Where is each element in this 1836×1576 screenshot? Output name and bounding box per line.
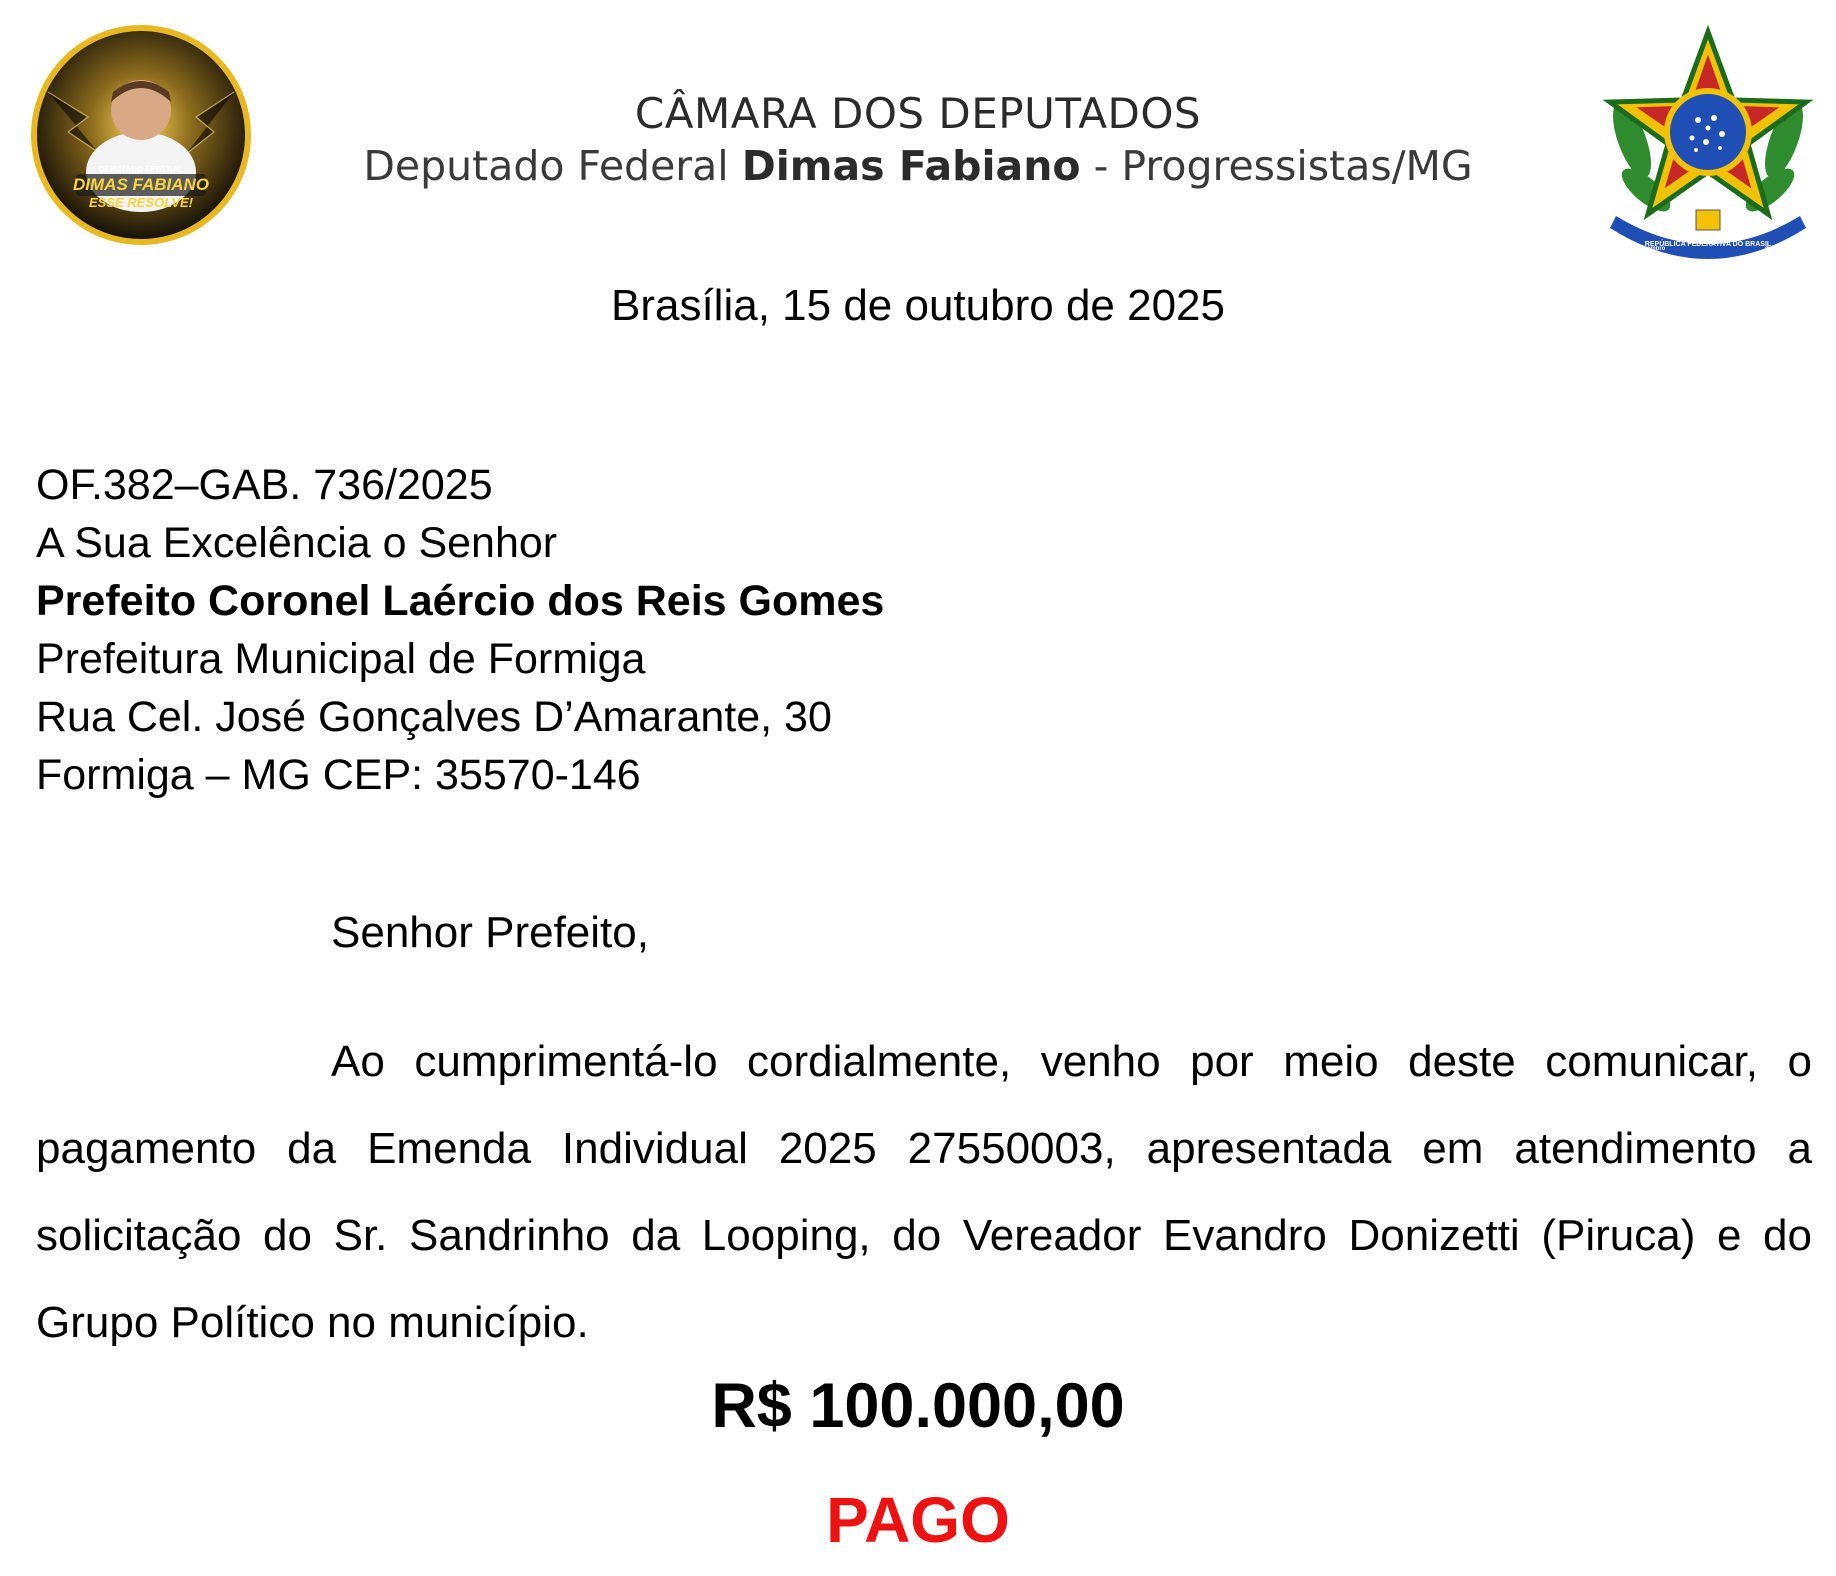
payment-status: PAGO (826, 1484, 1010, 1556)
logo-badge-top: DEPUTADO FEDERAL (98, 165, 184, 174)
recipient-organization: Prefeitura Municipal de Formiga (36, 635, 646, 683)
salutation: Senhor Prefeito, (331, 908, 649, 957)
letter-date: Brasília, 15 de outubro de 2025 (610, 281, 1225, 330)
recipient-treatment: A Sua Excelência o Senhor (36, 519, 558, 567)
deputy-line (0, 138, 1836, 194)
logo-badge-slogan: ESSE RESOLVE! (88, 195, 194, 210)
office-reference: OF.382–GAB. 736/2025 (36, 461, 493, 509)
seal-date-left: 15 de Novembro (1618, 246, 1666, 252)
logo-badge-name: DIMAS FABIANO (73, 175, 209, 194)
institution-title: CÂMARA DOS DEPUTADOS (634, 89, 1202, 138)
deputy-prefix: Deputado Federal (363, 142, 742, 190)
body-paragraph: Ao cumprimentá-lo cordialmente, venho por meio deste comunicar, o pagamento da Emenda Individual 2025 27550003, apresentada em atendimento a solicitação do Sr. Sandrinho da Looping, do Vereador Evandro Donizetti (Piruca) e do Grupo Político no município. (36, 1037, 1812, 1347)
recipient-city: Formiga – MG CEP: 35570-146 (36, 751, 641, 799)
recipient-street: Rua Cel. José Gonçalves D’Amarante, 30 (36, 693, 832, 741)
brazil-coat-of-arms-icon (1596, 20, 1820, 270)
deputy-party: - Progressistas/MG (1080, 142, 1473, 190)
seal-banner-text: REPÚBLICA FEDERATIVA DO BRASIL (1644, 241, 1772, 248)
recipient-name: Prefeito Coronel Laércio dos Reis Gomes (36, 577, 885, 625)
payment-amount: R$ 100.000,00 (711, 1371, 1125, 1441)
seal-date-right: de 1889 (1764, 246, 1788, 252)
deputy-name: Dimas Fabiano (741, 142, 1081, 190)
